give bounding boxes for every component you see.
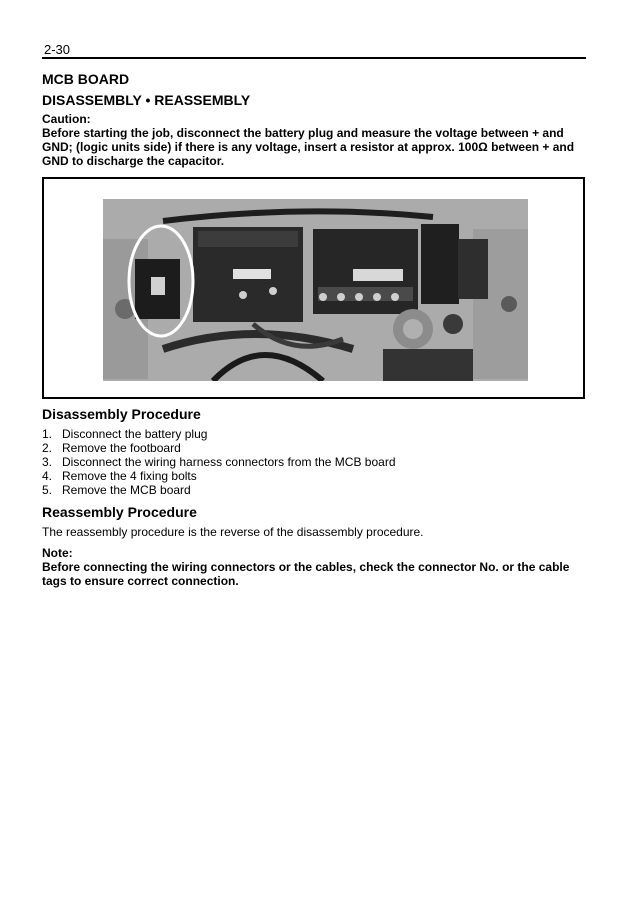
note-label: Note: [42, 546, 73, 560]
note-text: Before connecting the wiring connectors or the cables, check the connector No. or the cable tags to ensure correct connection. [42, 560, 570, 588]
page-number: 2-30 [44, 42, 71, 57]
step-number: 5. [42, 483, 53, 497]
page-subtitle: DISASSEMBLY • REASSEMBLY [42, 92, 251, 108]
step-number: 4. [42, 469, 53, 483]
step-text: Remove the MCB board [62, 483, 191, 497]
list-item [42, 469, 396, 483]
page-title: MCB BOARD [42, 71, 130, 87]
list-item [42, 441, 396, 455]
step-text: Disconnect the wiring harness connectors from the MCB board [62, 455, 396, 469]
disassembly-steps [42, 427, 396, 497]
step-number: 1. [42, 427, 53, 441]
list-item [42, 483, 396, 497]
list-item [42, 427, 396, 441]
caution-text: Before starting the job, disconnect the battery plug and measure the voltage between + and GND; (logic units side) if there is any voltage, insert a resistor at approx. 100Ω between + and GND to discharge the capacitor. [42, 126, 575, 168]
figure-frame [42, 177, 585, 399]
caution-label: Caution: [42, 112, 91, 126]
step-text: Remove the 4 fixing bolts [62, 469, 197, 483]
reassembly-heading: Reassembly Procedure [42, 504, 197, 520]
step-text: Disconnect the battery plug [62, 427, 208, 441]
list-item [42, 455, 396, 469]
reassembly-text: The reassembly procedure is the reverse of the disassembly procedure. [42, 525, 424, 539]
disassembly-heading: Disassembly Procedure [42, 406, 201, 422]
mcb-board-photo [103, 199, 528, 381]
step-number: 3. [42, 455, 53, 469]
step-number: 2. [42, 441, 53, 455]
step-text: Remove the footboard [62, 441, 181, 455]
header-rule [42, 57, 586, 59]
